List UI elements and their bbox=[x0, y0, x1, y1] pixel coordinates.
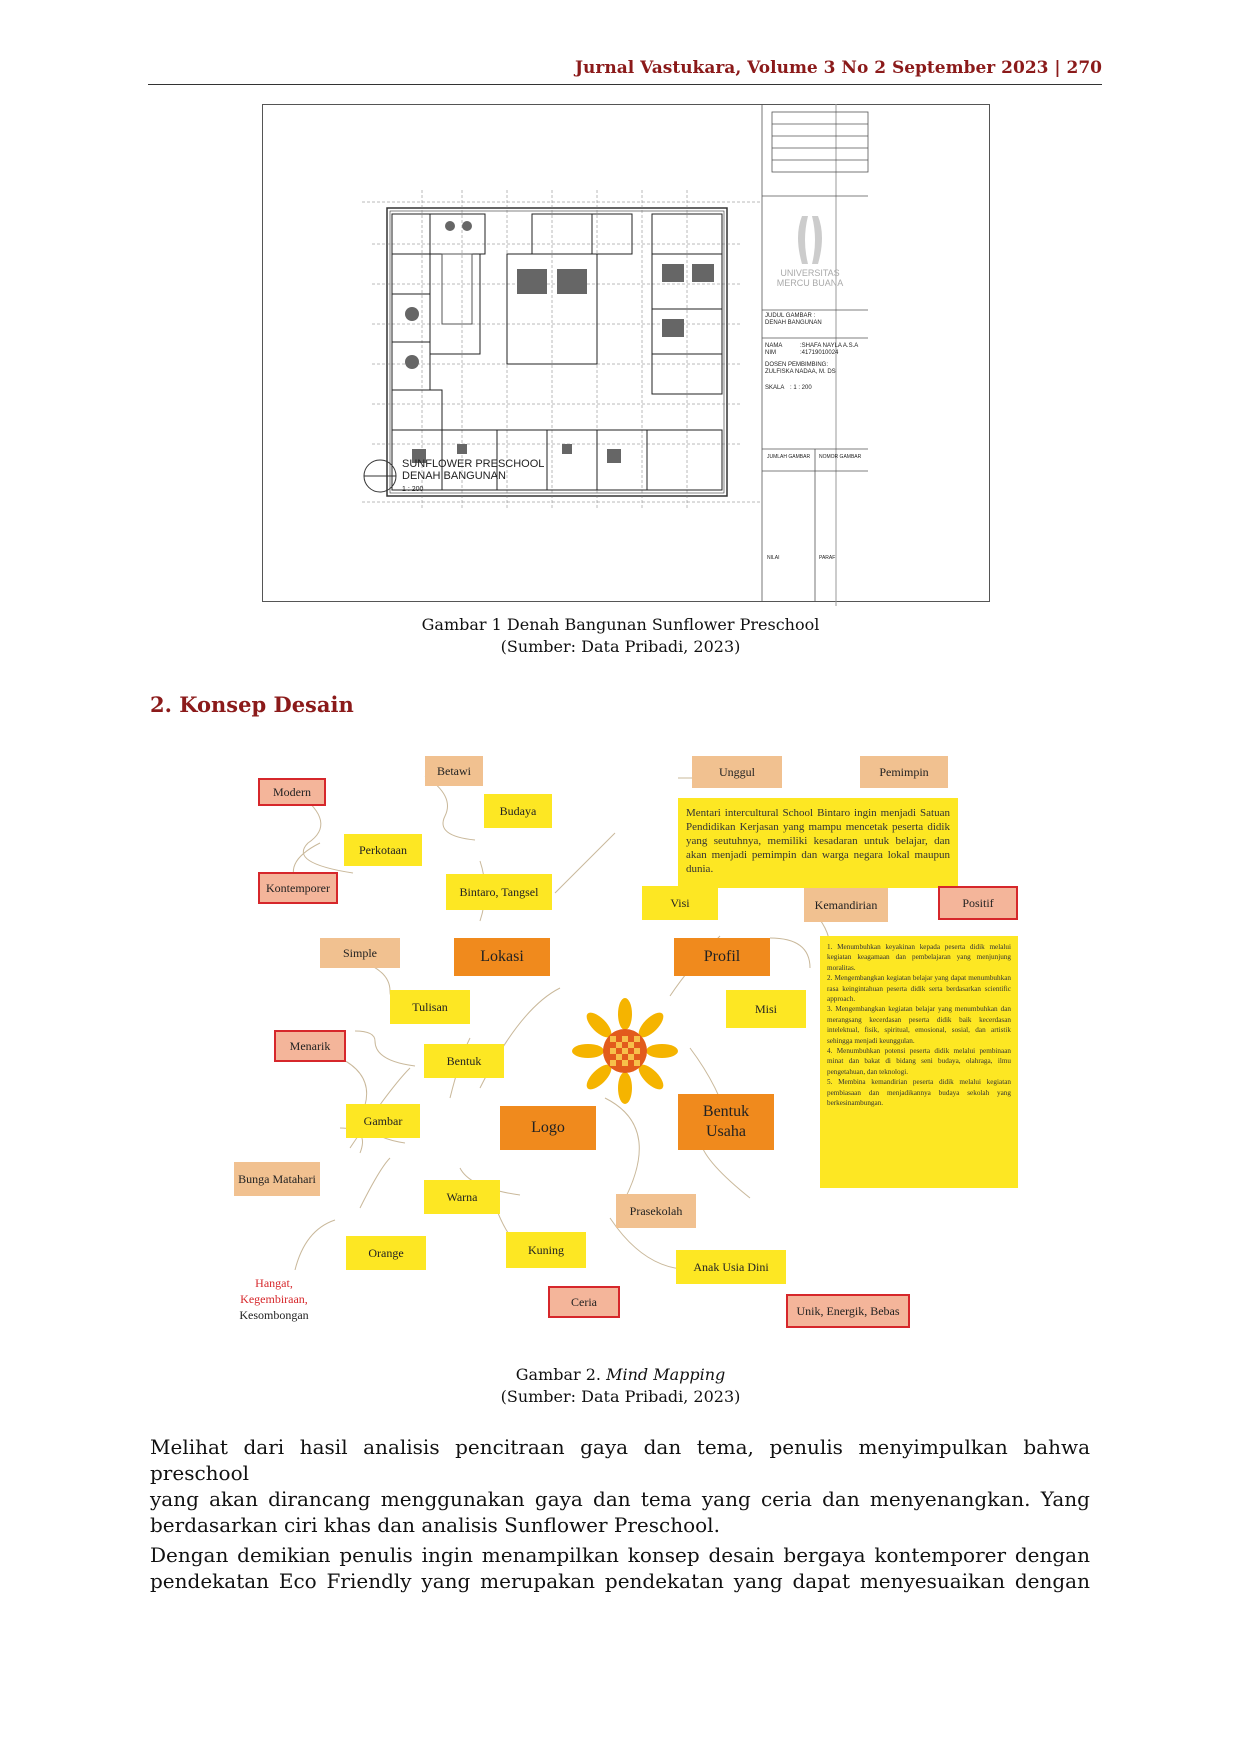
nama-value: :SHAFA NAYLA A.S.A bbox=[800, 343, 859, 349]
misi-text-box bbox=[820, 936, 1018, 1188]
section-title: 2. Konsep Desain bbox=[150, 692, 354, 717]
node-lokasi: Lokasi bbox=[454, 938, 550, 976]
kesombongan-text: Kesombongan bbox=[239, 1308, 309, 1322]
node-bentuk: Bentuk bbox=[424, 1044, 504, 1078]
node-betawi: Betawi bbox=[425, 756, 483, 786]
misi-item: 1. Menumbuhkan keyakinan kepada peserta didik melalui kegiatan keagamaan dan pembelajaran yang menjunjung moralitas. bbox=[827, 943, 1011, 972]
misi-item: 3. Mengembangkan kegiatan belajar yang menumbuhkan dan merangsang kecerdasan peserta didik baik kecerdasan intelektual, fisik, spiritual, emosional, sosial, dan artistik sehingga menjadi keunggulan. bbox=[827, 1005, 1011, 1045]
sunflower-logo bbox=[560, 986, 690, 1116]
paraf-label: PARAF bbox=[819, 555, 836, 561]
node-unggul: Unggul bbox=[692, 756, 782, 788]
figure1-caption-line1: Gambar 1 Denah Bangunan Sunflower Preschool bbox=[421, 615, 820, 634]
floor-plan-figure bbox=[262, 104, 990, 606]
kegembiraan-text: Kegembiraan, bbox=[240, 1292, 308, 1306]
plan-title-1: SUNFLOWER PRESCHOOL bbox=[402, 458, 545, 470]
node-perkotaan: Perkotaan bbox=[344, 834, 422, 866]
university-logo-line2: MERCU BUANA bbox=[776, 278, 844, 288]
figure2-caption-line1 bbox=[0, 1364, 1241, 1386]
figure2-caption-line2: (Sumber: Data Pribadi, 2023) bbox=[500, 1387, 741, 1406]
visi-text-box: Mentari intercultural School Bintaro ingin menjadi Satuan Pendidikan Kerjasan yang mampu mencetak peserta didik yang seutuhnya, memiliki kesadaran untuk belajar, dan akan menjadi pemimpin dan warga negara lokal maupun dunia. bbox=[678, 798, 958, 888]
figure2-caption-prefix: Gambar 2. bbox=[515, 1365, 601, 1384]
node-unik-energik-bebas: Unik, Energik, Bebas bbox=[786, 1294, 910, 1328]
node-hangat bbox=[238, 1270, 310, 1328]
nim-value: :41719010024 bbox=[800, 350, 839, 356]
jumlah-gambar-label: JUMLAH GAMBAR bbox=[767, 454, 811, 460]
nilai-label: NILAI bbox=[767, 555, 780, 561]
node-gambar: Gambar bbox=[346, 1104, 420, 1138]
node-warna: Warna bbox=[424, 1180, 500, 1214]
paragraph-1-line: berdasarkan ciri khas dan analisis Sunflower Preschool. bbox=[150, 1513, 720, 1537]
bentuk-usaha-line1: Bentuk bbox=[702, 1103, 750, 1120]
misi-item: 4. Menumbuhkan potensi peserta didik melalui pembinaan minat dan bakat di bidang seni budaya, olahraga, ilmu pengetahuan, dan teknologi. bbox=[827, 1047, 1011, 1076]
paragraph-1-line: Melihat dari hasil analisis pencitraan gaya dan tema, penulis menyimpulkan bahwa preschool bbox=[150, 1435, 1090, 1485]
mind-map-figure bbox=[230, 748, 1030, 1338]
figure1-caption-line2: (Sumber: Data Pribadi, 2023) bbox=[500, 637, 741, 656]
judul-label: JUDUL GAMBAR : bbox=[765, 313, 816, 319]
node-logo: Logo bbox=[500, 1106, 596, 1150]
dosen-value: ZULFISKA NADAA, M. DS bbox=[765, 369, 836, 375]
skala-label: SKALA bbox=[765, 385, 785, 391]
paragraph-1-line: yang akan dirancang menggunakan gaya dan tema yang ceria dan menyenangkan. Yang bbox=[150, 1487, 1090, 1511]
node-orange: Orange bbox=[346, 1236, 426, 1270]
misi-item: 2. Mengembangkan kegiatan belajar yang dapat menumbuhkan rasa keingintahuan peserta didik serta berdasarkan scientific approach. bbox=[827, 974, 1011, 1004]
node-tulisan: Tulisan bbox=[390, 990, 470, 1024]
misi-item: 5. Membina kemandirian peserta didik melalui kegiatan pembiasaan dan menjadikannya budaya sekolah yang berkesinambungan. bbox=[827, 1078, 1011, 1108]
node-simple: Simple bbox=[320, 938, 400, 968]
node-anak-usia-dini: Anak Usia Dini bbox=[676, 1250, 786, 1284]
figure2-caption-italic: Mind Mapping bbox=[606, 1365, 726, 1384]
node-positif: Positif bbox=[938, 886, 1018, 920]
dosen-label: DOSEN PEMBIMBING: bbox=[765, 362, 829, 368]
node-prasekolah: Prasekolah bbox=[616, 1194, 696, 1228]
paragraph-1 bbox=[150, 1434, 1090, 1538]
skala-value: : 1 : 200 bbox=[790, 385, 812, 391]
node-kontemporer: Kontemporer bbox=[258, 872, 338, 904]
plan-title-2: DENAH BANGUNAN bbox=[402, 470, 506, 482]
nomor-gambar-label: NOMOR GAMBAR bbox=[819, 454, 862, 460]
node-bintaro-tangsel: Bintaro, Tangsel bbox=[446, 874, 552, 910]
university-logo-line1: UNIVERSITAS bbox=[780, 268, 840, 278]
node-misi: Misi bbox=[726, 990, 806, 1028]
header-rule bbox=[148, 84, 1102, 85]
nama-label: NAMA bbox=[765, 343, 783, 349]
node-ceria: Ceria bbox=[548, 1286, 620, 1318]
node-kuning: Kuning bbox=[506, 1232, 586, 1268]
paragraph-2 bbox=[150, 1542, 1090, 1594]
paragraph-2-line: pendekatan Eco Friendly yang merupakan pendekatan yang dapat menyesuaikan dengan bbox=[150, 1569, 1090, 1593]
node-kemandirian: Kemandirian bbox=[804, 888, 888, 922]
hangat-text: Hangat, bbox=[255, 1276, 293, 1290]
bentuk-usaha-line2: Usaha bbox=[706, 1123, 746, 1140]
journal-header: Jurnal Vastukara, Volume 3 No 2 September 2023 | 270 bbox=[575, 58, 1102, 78]
node-menarik: Menarik bbox=[274, 1030, 346, 1062]
judul-value: DENAH BANGUNAN bbox=[765, 320, 822, 326]
nim-label: NIM bbox=[765, 350, 776, 356]
paragraph-2-line: Dengan demikian penulis ingin menampilkan konsep desain bergaya kontemporer dengan bbox=[150, 1543, 1090, 1567]
node-pemimpin: Pemimpin bbox=[860, 756, 948, 788]
plan-scale: 1 : 200 bbox=[402, 486, 424, 493]
node-bentuk-usaha bbox=[678, 1094, 774, 1150]
node-modern: Modern bbox=[258, 778, 326, 806]
node-profil: Profil bbox=[674, 938, 770, 976]
node-budaya: Budaya bbox=[484, 794, 552, 828]
node-visi: Visi bbox=[642, 886, 718, 920]
node-bunga-matahari: Bunga Matahari bbox=[234, 1162, 320, 1196]
floor-plan-drawing bbox=[262, 104, 990, 606]
